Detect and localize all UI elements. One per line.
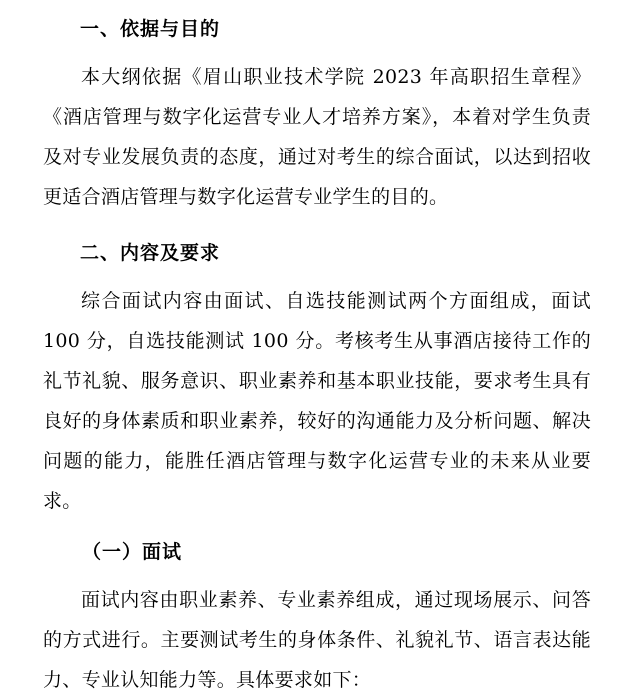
section-heading-content-requirements: 二、内容及要求 [80, 242, 221, 264]
subsection-heading-interview: （一）面试 [82, 541, 183, 563]
section-paragraph-basis-purpose: 本大纲依据《眉山职业技术学院 2023 年高职招生章程》《酒店管理与数字化运营专业人才培养方案》，本着对学生负责及对专业发展负责的态度，通过对考生的综合面试，以达到招收更适合酒店管理与数字化运营专业学生的目的。 [43, 66, 591, 208]
section-paragraph-content-requirements: 综合面试内容由面试、自选技能测试两个方面组成，面试 100 分，自选技能测试 100 分。考核考生从事酒店接待工作的礼节礼貌、服务意识、职业素养和基本职业技能，要求考生具有良好的身体素质和职业素养，较好的沟通能力及分析问题、解决问题的能力，能胜任酒店管理与数字化运营专业的未来从业要求。 [43, 290, 591, 512]
section-heading-basis-purpose: 一、依据与目的 [80, 18, 221, 40]
subsection-paragraph-interview: 面试内容由职业素养、专业素养组成，通过现场展示、问答的方式进行。主要测试考生的身体条件、礼貌礼节、语言表达能力、专业认知能力等。具体要求如下： [43, 589, 591, 691]
